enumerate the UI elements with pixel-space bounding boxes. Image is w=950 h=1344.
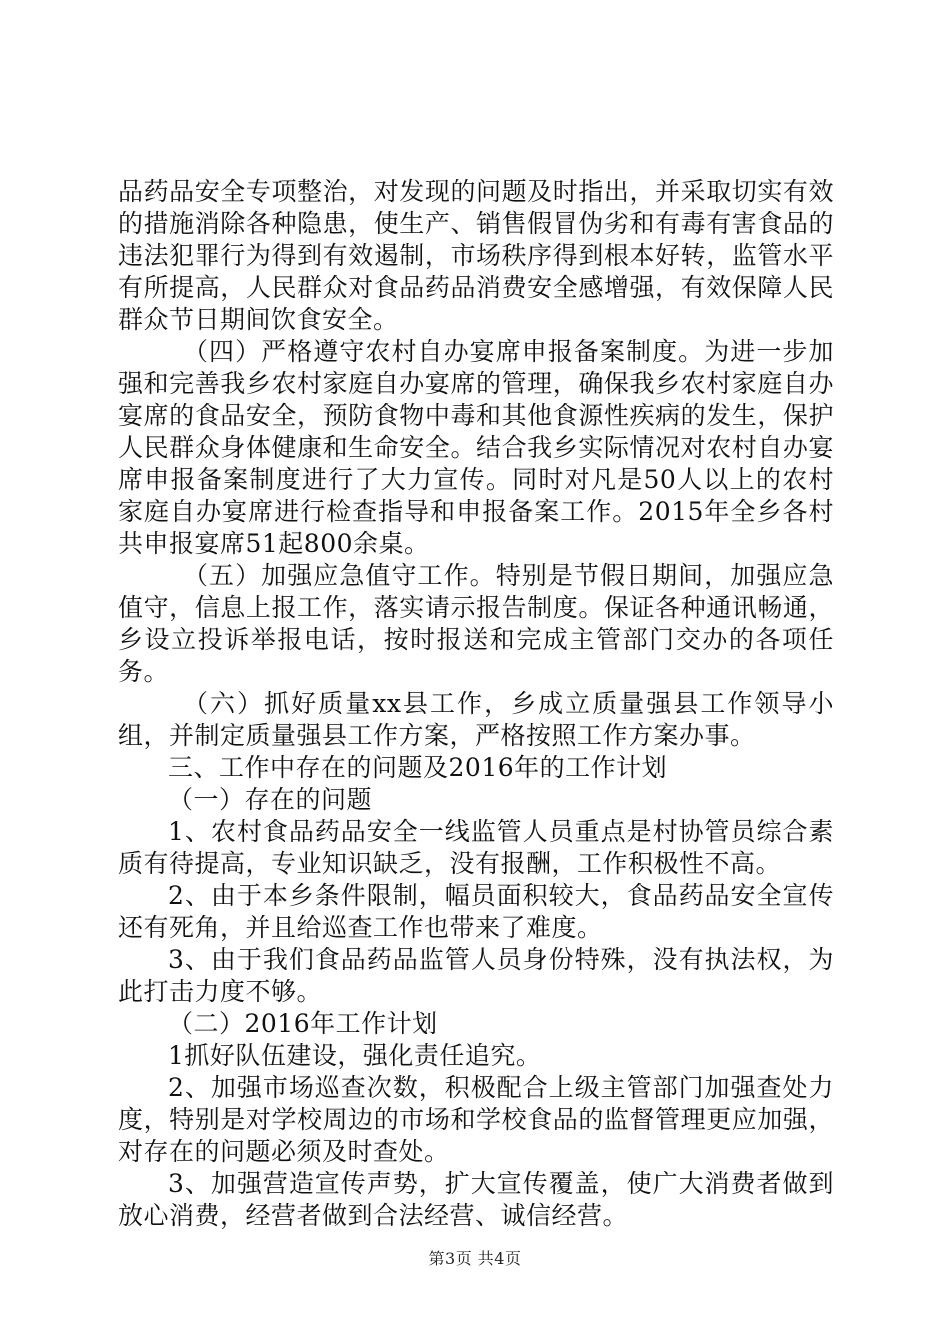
page-number-footer: 第3页 共4页 — [428, 1249, 522, 1268]
heading-problems-and-plan: 三、工作中存在的问题及2016年的工作计划 — [168, 753, 668, 782]
document-body — [118, 176, 834, 1232]
subheading-work-plan: （二）2016年工作计划 — [168, 1009, 438, 1038]
paragraph-section-6: （六）抓好质量xx县工作，乡成立质量强县工作领导小组，并制定质量强县工作方案，严格按照工作方案办事。 — [118, 689, 834, 750]
problem-item-1: 1、农村食品药品安全一线监管人员重点是村协管员综合素质有待提高，专业知识缺乏，没有报酬，工作积极性不高。 — [118, 817, 834, 878]
plan-item-1: 1抓好队伍建设，强化责任追究。 — [168, 1041, 542, 1070]
paragraph-section-5: （五）加强应急值守工作。特别是节假日期间，加强应急值守，信息上报工作，落实请示报告制度。保证各种通讯畅通，乡设立投诉举报电话，按时报送和完成主管部门交办的各项任务。 — [118, 561, 834, 686]
plan-item-2: 2、加强市场巡查次数，积极配合上级主管部门加强查处力度，特别是对学校周边的市场和学校食品的监督管理更应加强，对存在的问题必须及时查处。 — [118, 1073, 834, 1166]
paragraph-continuation: 品药品安全专项整治，对发现的问题及时指出，并采取切实有效的措施消除各种隐患，使生产、销售假冒伪劣和有毒有害食品的违法犯罪行为得到有效遏制，市场秩序得到根本好转，监管水平有所提高，人民群众对食品药品消费安全感增强，有效保障人民群众节日期间饮食安全。 — [118, 177, 834, 334]
problem-item-3: 3、由于我们食品药品监管人员身份特殊，没有执法权，为此打击力度不够。 — [118, 945, 834, 1006]
paragraph-section-4: （四）严格遵守农村自办宴席申报备案制度。为进一步加强和完善我乡农村家庭自办宴席的管理，确保我乡农村家庭自办宴席的食品安全，预防食物中毒和其他食源性疾病的发生，保护人民群众身体健康和生命安全。结合我乡实际情况对农村自办宴席申报备案制度进行了大力宣传。同时对凡是50人以上的农村家庭自办宴席进行检查指导和申报备案工作。2015年全乡各村共申报宴席51起800余桌。 — [118, 337, 834, 558]
problem-item-2: 2、由于本乡条件限制，幅员面积较大，食品药品安全宣传还有死角，并且给巡查工作也带来了难度。 — [118, 881, 834, 942]
subheading-problems: （一）存在的问题 — [168, 785, 373, 814]
plan-item-3: 3、加强营造宣传声势，扩大宣传覆盖，使广大消费者做到放心消费，经营者做到合法经营、诚信经营。 — [118, 1169, 834, 1230]
